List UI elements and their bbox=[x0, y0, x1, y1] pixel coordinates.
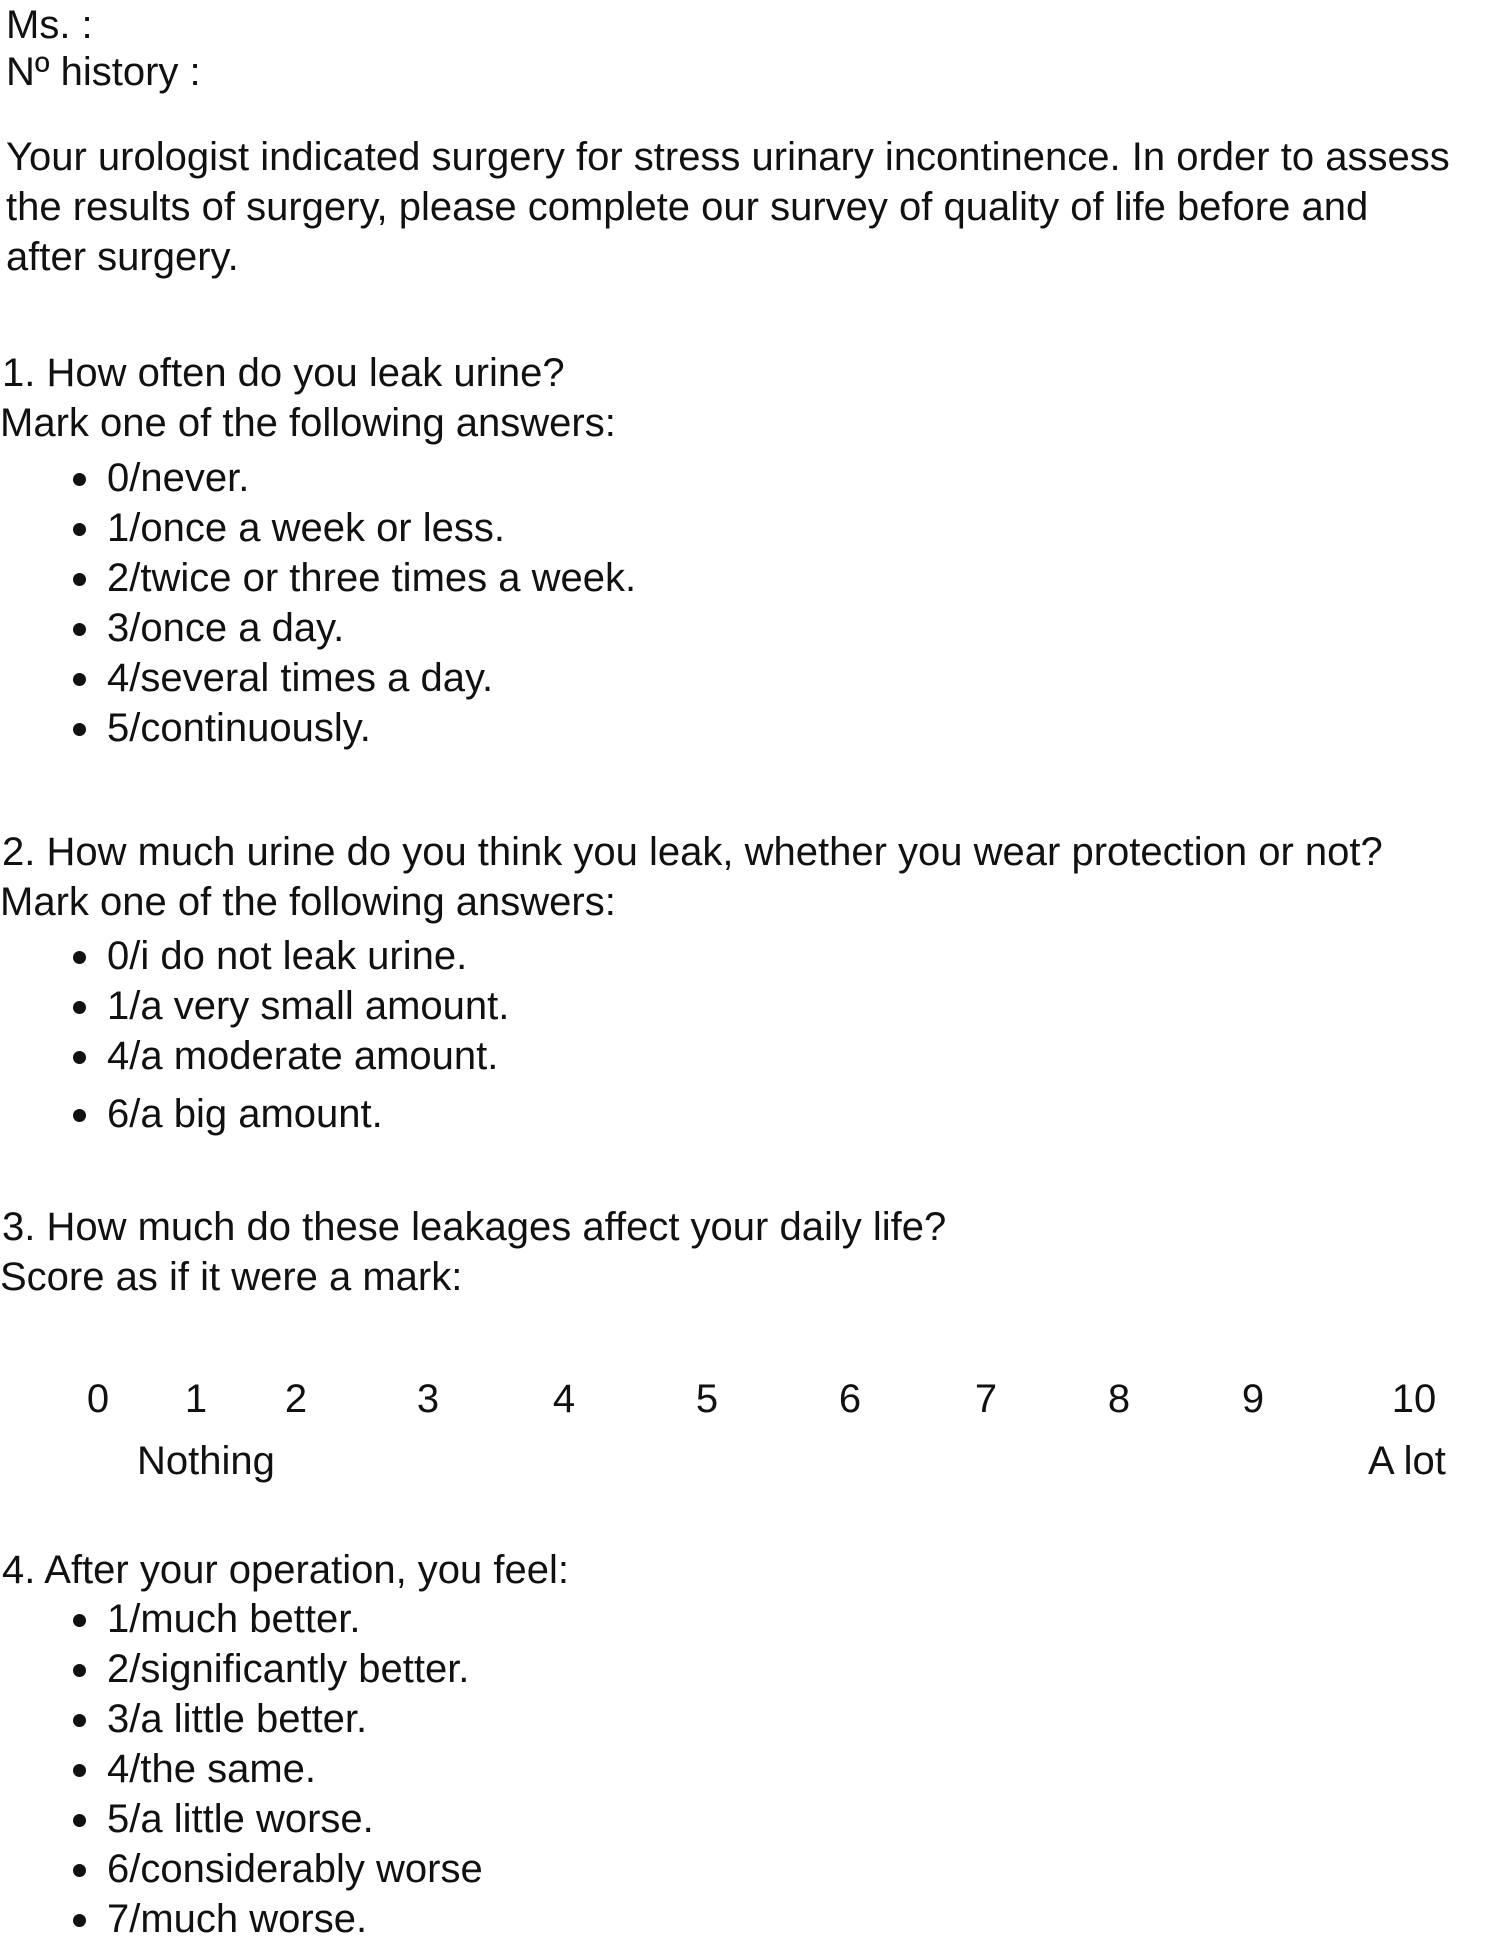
q3-question: 3. How much do these leakages affect your daily life? bbox=[2, 1205, 947, 1249]
q4-option[interactable]: 1/much better. bbox=[0, 1594, 483, 1644]
intro-line: the results of surgery, please complete our survey of quality of life before and bbox=[6, 185, 1369, 229]
q1-options bbox=[0, 453, 636, 753]
intro-line: Your urologist indicated surgery for stress urinary incontinence. In order to assess bbox=[6, 135, 1450, 179]
q1-option[interactable]: 0/never. bbox=[0, 453, 636, 503]
ms-label: Ms. : bbox=[6, 3, 93, 47]
q2-question: 2. How much urine do you think you leak, whether you wear protection or not? bbox=[2, 830, 1383, 874]
scale-point[interactable]: 6 bbox=[838, 1377, 862, 1421]
q2-option[interactable]: 0/i do not leak urine. bbox=[0, 931, 509, 981]
q1-option[interactable]: 2/twice or three times a week. bbox=[0, 553, 636, 603]
scale-high-label: A lot bbox=[1368, 1439, 1446, 1483]
scale-point[interactable]: 8 bbox=[1107, 1377, 1131, 1421]
scale-point[interactable]: 7 bbox=[974, 1377, 998, 1421]
q1-instruction: Mark one of the following answers: bbox=[0, 401, 616, 445]
q2-options bbox=[0, 931, 509, 1139]
q1-option[interactable]: 1/once a week or less. bbox=[0, 503, 636, 553]
q1-option[interactable]: 3/once a day. bbox=[0, 603, 636, 653]
q1-question: 1. How often do you leak urine? bbox=[2, 351, 565, 395]
q4-option[interactable]: 7/much worse. bbox=[0, 1894, 483, 1944]
q2-option[interactable]: 6/a big amount. bbox=[0, 1089, 509, 1139]
q3-instruction: Score as if it were a mark: bbox=[0, 1255, 463, 1299]
q4-option[interactable]: 4/the same. bbox=[0, 1744, 483, 1794]
scale-low-label: Nothing bbox=[137, 1439, 275, 1483]
q4-option[interactable]: 2/significantly better. bbox=[0, 1644, 483, 1694]
q4-question: 4. After your operation, you feel: bbox=[2, 1548, 570, 1592]
q2-option[interactable]: 1/a very small amount. bbox=[0, 981, 509, 1031]
scale-point[interactable]: 1 bbox=[184, 1377, 208, 1421]
q4-option[interactable]: 6/considerably worse bbox=[0, 1844, 483, 1894]
q2-instruction: Mark one of the following answers: bbox=[0, 880, 616, 924]
scale-point[interactable]: 4 bbox=[552, 1377, 576, 1421]
q4-option[interactable]: 5/a little worse. bbox=[0, 1794, 483, 1844]
history-label: Nº history : bbox=[6, 50, 201, 94]
scale-point[interactable]: 10 bbox=[1391, 1377, 1437, 1421]
q1-option[interactable]: 5/continuously. bbox=[0, 703, 636, 753]
scale-point[interactable]: 2 bbox=[284, 1377, 308, 1421]
scale-point[interactable]: 9 bbox=[1241, 1377, 1265, 1421]
q4-options bbox=[0, 1594, 483, 1944]
scale-point[interactable]: 5 bbox=[695, 1377, 719, 1421]
intro-line: after surgery. bbox=[6, 235, 239, 279]
q2-option[interactable]: 4/a moderate amount. bbox=[0, 1031, 509, 1081]
q1-option[interactable]: 4/several times a day. bbox=[0, 653, 636, 703]
scale-point[interactable]: 0 bbox=[86, 1377, 110, 1421]
intro-paragraph bbox=[6, 132, 1511, 282]
q4-option[interactable]: 3/a little better. bbox=[0, 1694, 483, 1744]
scale-point[interactable]: 3 bbox=[416, 1377, 440, 1421]
